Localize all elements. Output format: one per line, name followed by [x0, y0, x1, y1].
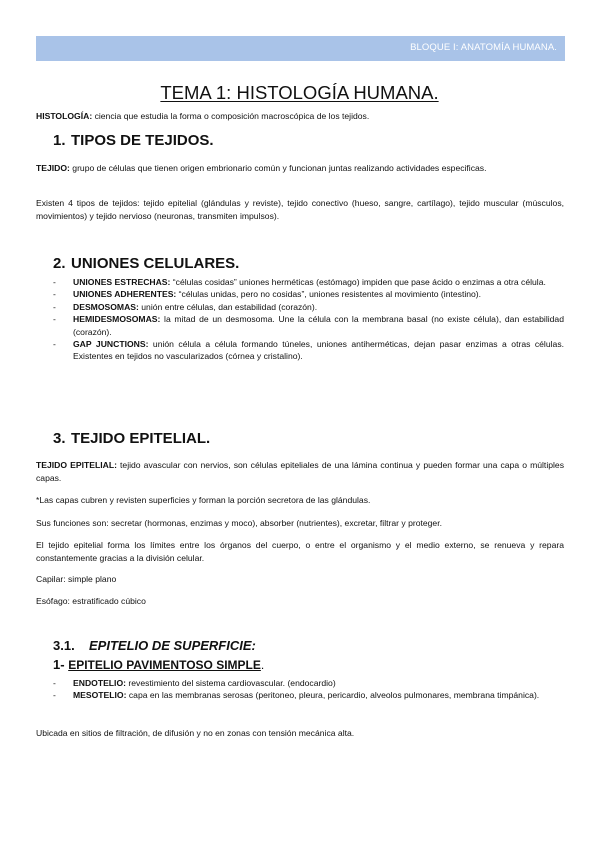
item-label: HEMIDESMOSOMAS: — [73, 314, 161, 325]
header-band — [36, 36, 565, 61]
subsection-title: EPITELIO DE SUPERFICIE: — [89, 638, 256, 653]
list-item — [53, 689, 564, 701]
closing-paragraph — [36, 727, 564, 740]
list-item — [53, 677, 564, 689]
intro-label: HISTOLOGÍA: — [36, 111, 93, 121]
tejido-types-paragraph — [36, 197, 564, 223]
paragraph-text: Existen 4 tipos de tejidos: tejido epitelial (glándulas y reviste), tejido conectivo (hueso, sangre, cartílago), tejido muscular (músculos, movimientos) y tejido nervioso (neuronas, transmiten impulsos). — [36, 198, 564, 221]
subsection-heading — [53, 638, 256, 653]
item-label: DESMOSOMAS: — [73, 301, 139, 312]
page-title: TEMA 1: HISTOLOGÍA HUMANA. — [160, 82, 439, 103]
section-title: TEJIDO EPITELIAL. — [71, 430, 211, 447]
paragraph-text: Sus funciones son: secretar (hormonas, enzimas y moco), absorber (nutrientes), excretar, filtrar y proteger. — [36, 518, 442, 528]
item-text: “células unidas, pero no cosidas”, uniones resistentes al movimiento (intestino). — [176, 289, 482, 300]
section-title: TIPOS DE TEJIDOS. — [71, 132, 214, 149]
list-item — [53, 288, 564, 300]
epitelial-definition — [36, 459, 564, 485]
paragraph-text: *Las capas cubren y revisten superficies y forman la porción secretora de las glándulas. — [36, 495, 371, 505]
list-item — [53, 276, 564, 288]
funciones-paragraph — [36, 517, 564, 530]
subsubsection-number: 1- — [53, 657, 65, 672]
subsubsection-title: EPITELIO PAVIMENTOSO SIMPLE — [68, 658, 261, 672]
section-heading-uniones — [53, 255, 239, 272]
section-heading-epitelial — [53, 430, 210, 447]
subsubsection-heading — [53, 657, 264, 672]
paragraph-label: TEJIDO: — [36, 163, 70, 173]
list-item — [53, 338, 564, 363]
paragraph-label: TEJIDO EPITELIAL: — [36, 460, 117, 470]
paragraph-text: Capilar: simple plano — [36, 574, 117, 584]
subsection-number: 3.1. — [53, 638, 75, 653]
capas-note — [36, 494, 564, 507]
item-label: MESOTELIO: — [73, 690, 127, 701]
header-text: BLOQUE I: ANATOMÍA HUMANA. — [410, 42, 557, 53]
paragraph-text: Esófago: estratificado cúbico — [36, 596, 146, 606]
limites-paragraph — [36, 539, 564, 565]
section-number: 2. — [53, 255, 66, 272]
section-number: 3. — [53, 430, 66, 447]
subsubsection-dot: . — [260, 658, 265, 672]
intro-text: ciencia que estudia la forma o composición macroscópica de los tejidos. — [92, 111, 370, 121]
item-text: revestimiento del sistema cardiovascular. (endocardio) — [126, 678, 336, 688]
section-heading-tipos — [53, 132, 214, 149]
tejido-definition — [36, 162, 564, 175]
item-text: “células cosidas” uniones herméticas (estómago) impiden que pase ácido o enzimas a otra célula. — [170, 277, 546, 287]
item-text: unión entre células, dan estabilidad (corazón). — [138, 301, 318, 312]
paragraph-text: tejido avascular con nervios, son células epiteliales de una lámina continua y pueden formar una capa o múltiples capas. — [36, 460, 564, 483]
list-item — [53, 313, 564, 338]
paragraph-text: El tejido epitelial forma los límites entre los órganos del cuerpo, o entre el organismo y el medio externo, se renueva y repara constantemente gracias a la división celular. — [36, 540, 564, 563]
epithelium-list — [53, 677, 564, 702]
item-label: UNIONES ADHERENTES: — [73, 289, 177, 300]
item-label: UNIONES ESTRECHAS: — [73, 277, 171, 287]
esofago-line — [36, 595, 564, 608]
item-label: ENDOTELIO: — [73, 678, 126, 688]
item-text: capa en las membranas serosas (peritoneo, pleura, pericardio, alveolos pulmonares, membrana timpánica). — [126, 690, 540, 701]
list-item — [53, 301, 564, 313]
item-text: la mitad de un desmosoma. Une la célula con la membrana basal (no existe célula), dan estabilidad (corazón). — [73, 314, 564, 337]
intro-paragraph — [36, 110, 564, 123]
section-title: UNIONES CELULARES. — [71, 255, 240, 272]
capilar-line — [36, 573, 564, 586]
uniones-list — [53, 276, 564, 363]
item-text: unión célula a célula formando túneles, uniones antiherméticas, dejan pasar enzimas a otras células. Existentes en tejidos no vascularizados (córnea y cristalino). — [73, 339, 564, 362]
paragraph-text: Ubicada en sitios de filtración, de difusión y no en zonas con tensión mecánica alta. — [36, 728, 355, 738]
item-label: GAP JUNCTIONS: — [73, 339, 149, 350]
paragraph-text: grupo de células que tienen origen embrionario común y funcionan juntas realizando actividades especificas. — [69, 163, 487, 173]
section-number: 1. — [53, 132, 66, 149]
